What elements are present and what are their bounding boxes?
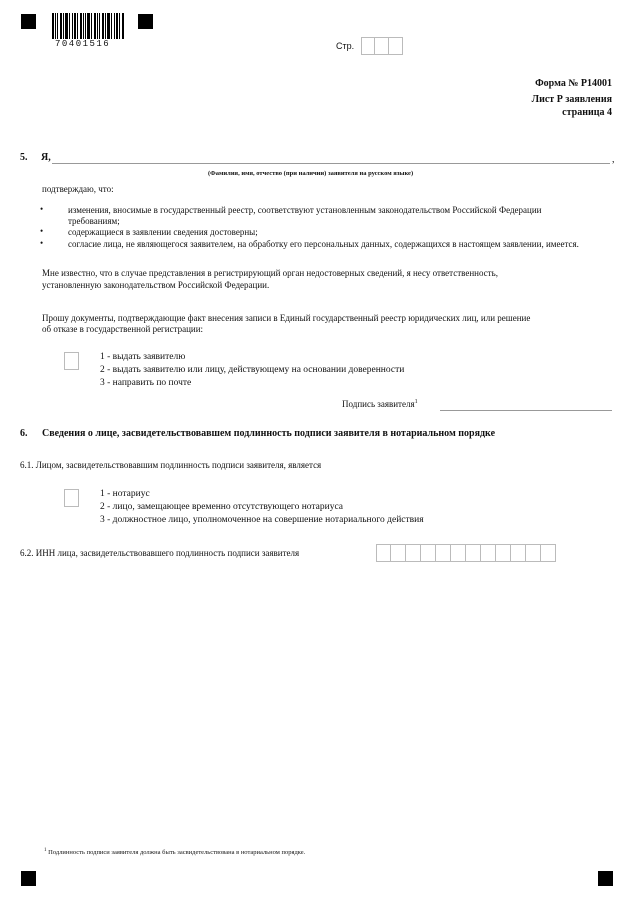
- barcode: [52, 13, 124, 39]
- inn-digit-cell[interactable]: [421, 544, 436, 562]
- delivery-option-2: 2 - выдать заявителю или лицу, действующему на основании доверенности: [100, 365, 405, 375]
- inn-digit-cell[interactable]: [511, 544, 526, 562]
- signature-footnote-mark: 1: [414, 399, 418, 405]
- footnote-text: Подлинность подписи заявителя должна быть засвидетельствована в нотариальном порядке.: [48, 849, 306, 857]
- notary-option-1: 1 - нотариус: [100, 489, 150, 499]
- inn-digit-cell[interactable]: [451, 544, 466, 562]
- inn-digit-cell[interactable]: [436, 544, 451, 562]
- inn-digit-cell[interactable]: [376, 544, 391, 562]
- barcode-number: 70401516: [55, 39, 111, 49]
- corner-marker-top-right: [138, 14, 153, 29]
- subsection-6-1: 6.1. Лицом, засвидетельствовавшим подлинность подписи заявителя, является: [20, 460, 322, 470]
- liability-line-2: установленную законодательством Российской Федерации.: [42, 280, 270, 290]
- bullet-icon: •: [40, 226, 44, 236]
- bullet-1-line-1: изменения, вносимые в государственный реестр, соответствуют установленным законодательством Российской Федерации: [68, 205, 542, 215]
- bullet-icon: •: [40, 238, 44, 248]
- request-line-2: об отказе в государственной регистрации:: [42, 324, 204, 334]
- page-title: страница 4: [562, 107, 612, 118]
- subsection-6-2: 6.2. ИНН лица, засвидетельствовавшего подлинность подписи заявителя: [20, 548, 300, 558]
- inn-digit-cell[interactable]: [391, 544, 406, 562]
- footnote-mark: 1: [44, 848, 47, 853]
- corner-marker-bottom-left: [21, 871, 36, 886]
- corner-marker-top-left: [21, 14, 36, 29]
- inn-digit-cell[interactable]: [526, 544, 541, 562]
- inn-cells[interactable]: [376, 544, 556, 562]
- inn-digit-cell[interactable]: [496, 544, 511, 562]
- bullet-3: согласие лица, не являющегося заявителем, на обработку его персональных данных, содержащихся в настоящем заявлении, имеется.: [68, 239, 579, 249]
- inn-digit-cell[interactable]: [481, 544, 496, 562]
- notary-option-3: 3 - должностное лицо, уполномоченное на совершение нотариального действия: [100, 515, 424, 525]
- footnote: [44, 848, 305, 856]
- page-number-cell[interactable]: [389, 37, 403, 55]
- confirm-text: подтверждаю, что:: [42, 184, 114, 194]
- notary-option-2: 2 - лицо, замещающее временно отсутствующего нотариуса: [100, 502, 344, 512]
- notary-type-option-box[interactable]: [64, 489, 79, 507]
- signature-label: [342, 399, 418, 409]
- bullet-2: содержащиеся в заявлении сведения достоверны;: [68, 227, 258, 237]
- request-line-1: Прошу документы, подтверждающие факт внесения записи в Единый государственный реестр юридических лиц, или решение: [42, 313, 531, 323]
- page-label: Стр.: [336, 41, 355, 51]
- delivery-option-3: 3 - направить по почте: [100, 378, 192, 388]
- bullet-1-line-2: требованиям;: [68, 216, 120, 226]
- name-caption: (Фамилия, имя, отчество (при наличии) заявителя на русском языке): [208, 170, 414, 177]
- signature-label-text: Подпись заявителя: [342, 399, 415, 409]
- page-number-cell[interactable]: [361, 37, 375, 55]
- page-number-cells[interactable]: [361, 37, 403, 55]
- liability-line-1: Мне известно, что в случае представления в регистрирующий орган недостоверных сведений, я несу ответственность,: [42, 268, 498, 278]
- applicant-name-field[interactable]: [52, 163, 610, 164]
- inn-digit-cell[interactable]: [406, 544, 421, 562]
- signature-field[interactable]: [440, 410, 612, 411]
- section6-number: 6.: [20, 428, 28, 439]
- corner-marker-bottom-right: [598, 871, 613, 886]
- page-number-cell[interactable]: [375, 37, 389, 55]
- section5-ya: Я,: [41, 152, 51, 163]
- form-title: Форма № Р14001: [535, 78, 612, 89]
- bullet-icon: •: [40, 204, 44, 214]
- delivery-option-1: 1 - выдать заявителю: [100, 352, 186, 362]
- inn-digit-cell[interactable]: [541, 544, 556, 562]
- section5-comma: ,: [612, 154, 615, 165]
- section6-title: Сведения о лице, засвидетельствовавшем подлинность подписи заявителя в нотариальном порядке: [42, 428, 496, 439]
- section5-number: 5.: [20, 152, 28, 163]
- document-delivery-option-box[interactable]: [64, 352, 79, 370]
- sheet-title: Лист Р заявления: [531, 94, 612, 105]
- inn-digit-cell[interactable]: [466, 544, 481, 562]
